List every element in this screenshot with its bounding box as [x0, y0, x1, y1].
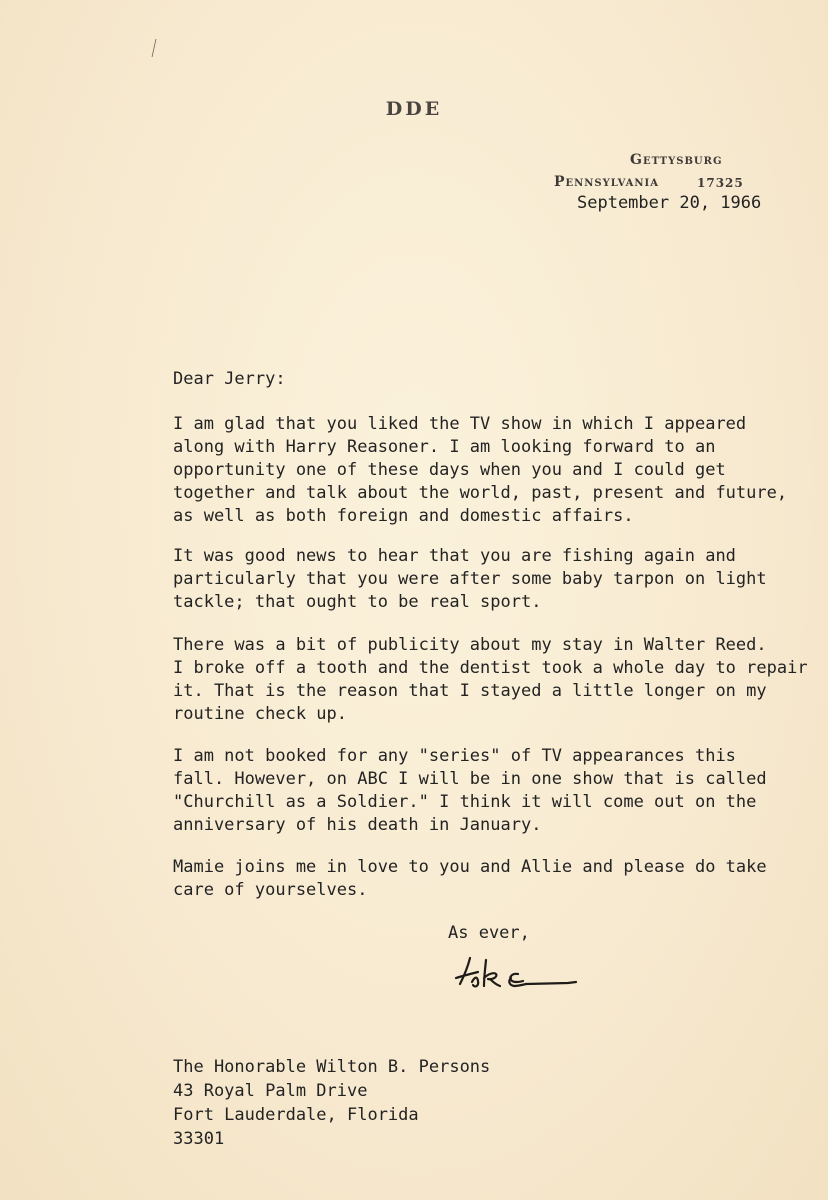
text-line: care of yourselves. — [173, 880, 368, 900]
letterhead-state: Pennsylvania — [554, 174, 659, 190]
address-line: Fort Lauderdale, Florida — [173, 1105, 419, 1125]
text-line: as well as both foreign and domestic affairs. — [173, 506, 634, 526]
text-line: I am glad that you liked the TV show in which I appeared — [173, 414, 747, 434]
letterhead-monogram: DDE — [385, 98, 443, 120]
text-line: I broke off a tooth and the dentist took a whole day to repair — [173, 658, 808, 678]
text-line: routine check up. — [173, 704, 347, 724]
text-line: opportunity one of these days when you and I could get — [173, 460, 726, 480]
salutation: Dear Jerry: — [173, 369, 286, 389]
address-line: The Honorable Wilton B. Persons — [173, 1057, 491, 1077]
text-line: "Churchill as a Soldier." I think it will come out on the — [173, 792, 757, 812]
text-line: it. That is the reason that I stayed a little longer on my — [173, 681, 767, 701]
text-line: It was good news to hear that you are fishing again and — [173, 546, 736, 566]
letter-date: September 20, 1966 — [577, 193, 762, 213]
text-line: There was a bit of publicity about my stay in Walter Reed. — [173, 635, 767, 655]
letterhead-zip: 17325 — [697, 176, 744, 190]
paragraph — [173, 413, 788, 528]
handwritten-signature — [448, 948, 588, 996]
paragraph — [173, 634, 808, 726]
address-line: 33301 — [173, 1129, 225, 1149]
closing: As ever, — [448, 923, 530, 943]
text-line: particularly that you were after some baby tarpon on light — [173, 569, 767, 589]
paragraph — [173, 856, 783, 902]
pencil-mark — [150, 38, 158, 58]
paragraph — [173, 745, 783, 837]
paragraph — [173, 545, 783, 614]
address-line: 43 Royal Palm Drive — [173, 1081, 368, 1101]
text-line: fall. However, on ABC I will be in one show that is called — [173, 769, 767, 789]
text-line: I am not booked for any "series" of TV appearances this — [173, 746, 736, 766]
text-line: Mamie joins me in love to you and Allie and please do take — [173, 857, 767, 877]
text-line: anniversary of his death in January. — [173, 815, 542, 835]
text-line: tackle; that ought to be real sport. — [173, 592, 542, 612]
letterhead-city: Gettysburg — [630, 152, 723, 168]
text-line: together and talk about the world, past, present and future, — [173, 483, 788, 503]
text-line: along with Harry Reasoner. I am looking forward to an — [173, 437, 716, 457]
recipient-address — [173, 1055, 490, 1151]
